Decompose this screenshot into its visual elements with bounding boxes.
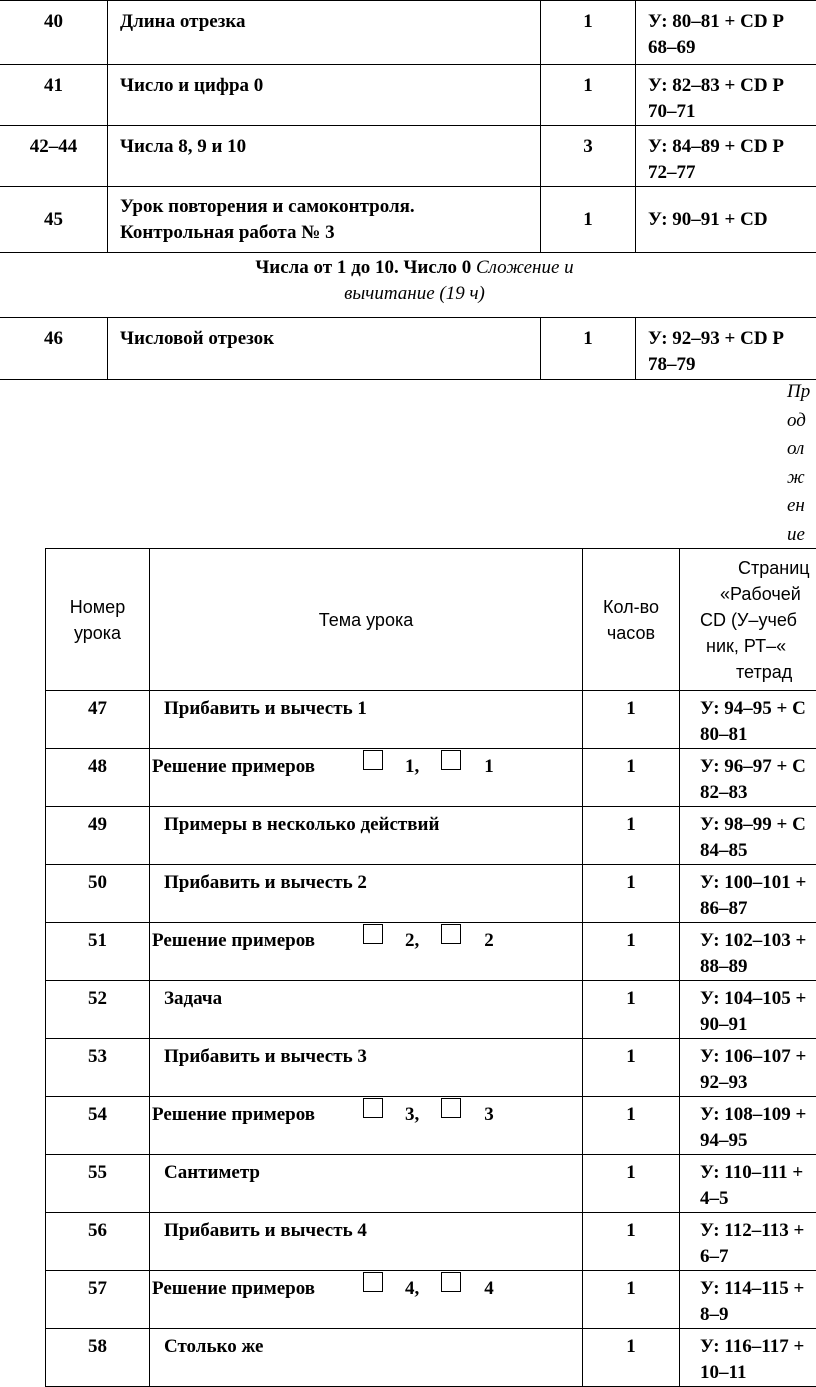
table-row [46, 749, 816, 807]
pages-line: У: 98–99 + С [700, 814, 806, 835]
lesson-number: 46 [0, 318, 108, 380]
continuation-fragment: ие [787, 521, 816, 550]
lesson-topic: Числа 8, 9 и 10 [108, 126, 541, 187]
header-lesson-number [46, 549, 150, 691]
continuation-fragment: Пр [787, 378, 816, 407]
pages-line: У: 110–111 + [700, 1162, 803, 1183]
lesson-topic: Прибавить и вычесть 2 [150, 865, 583, 923]
lesson-topic [150, 923, 583, 981]
lesson-pages [680, 807, 816, 865]
pages-line: У: 116–117 + [700, 1336, 804, 1357]
lesson-hours: 1 [541, 318, 636, 380]
lesson-hours: 1 [583, 981, 680, 1039]
pages-line: 72–77 [648, 162, 696, 183]
table-row [46, 1271, 816, 1329]
table-row [0, 126, 816, 187]
table-row [46, 865, 816, 923]
lesson-topic [150, 749, 583, 807]
header-line: Кол-во [603, 597, 659, 617]
pages-line: 70–71 [648, 101, 696, 122]
lesson-topic [108, 187, 541, 253]
header-line: тетрад [700, 659, 816, 685]
lesson-number: 58 [46, 1329, 150, 1387]
pages-line: 78–79 [648, 354, 696, 375]
lesson-number: 56 [46, 1213, 150, 1271]
pages-line: 10–11 [700, 1362, 746, 1383]
table-row [0, 65, 816, 126]
topic-operand: 2, [405, 930, 419, 951]
lesson-number: 42–44 [0, 126, 108, 187]
header-line: урока [74, 623, 121, 643]
pages-line: У: 104–105 + [700, 988, 806, 1009]
lesson-hours: 1 [541, 65, 636, 126]
pages-line: 94–95 [700, 1130, 748, 1151]
pages-line: 6–7 [700, 1246, 729, 1267]
lesson-topic: Прибавить и вычесть 4 [150, 1213, 583, 1271]
blank-box-icon [441, 1272, 461, 1292]
lesson-topic [150, 1097, 583, 1155]
pages-line: У: 112–113 + [700, 1220, 804, 1241]
table-row [46, 1097, 816, 1155]
pages-line: 8–9 [700, 1304, 729, 1325]
header-lesson-topic: Тема урока [150, 549, 583, 691]
blank-box-icon [363, 750, 383, 770]
lesson-hours: 1 [583, 691, 680, 749]
lesson-pages [636, 318, 816, 380]
lesson-hours: 1 [541, 187, 636, 253]
topic-operand: 3, [405, 1104, 419, 1125]
header-line: часов [607, 623, 655, 643]
lesson-number: 48 [46, 749, 150, 807]
lesson-number: 51 [46, 923, 150, 981]
topic-text: Решение примеров [152, 756, 315, 777]
blank-box-icon [363, 924, 383, 944]
lesson-number: 41 [0, 65, 108, 126]
pages-line: У: 80–81 + CD Р [648, 11, 784, 32]
blank-box-icon [363, 1098, 383, 1118]
lesson-pages [680, 691, 816, 749]
lesson-pages [680, 923, 816, 981]
continuation-fragment: ж [787, 464, 816, 493]
pages-line: У: 96–97 + С [700, 756, 806, 777]
section-subtitle: Сложение и [476, 257, 574, 278]
pages-line: У: 114–115 + [700, 1278, 804, 1299]
pages-line: 68–69 [648, 37, 696, 58]
pages-line: У: 100–101 + [700, 872, 806, 893]
lesson-pages [680, 749, 816, 807]
continuation-fragment: ол [787, 435, 816, 464]
pages-line: У: 84–89 + CD Р [648, 136, 784, 157]
lesson-number: 52 [46, 981, 150, 1039]
table-row [46, 923, 816, 981]
lesson-hours: 1 [583, 1213, 680, 1271]
lesson-hours: 1 [541, 1, 636, 65]
lesson-topic: Сантиметр [150, 1155, 583, 1213]
topic-text: Решение примеров [152, 930, 315, 951]
section-heading [0, 253, 816, 318]
blank-box-icon [441, 924, 461, 944]
lesson-topic: Задача [150, 981, 583, 1039]
header-line: ник, РТ–« [700, 633, 816, 659]
table-row [46, 1039, 816, 1097]
topic-operand: 3 [484, 1104, 494, 1125]
pages-line: 90–91 [700, 1014, 748, 1035]
lesson-topic: Число и цифра 0 [108, 65, 541, 126]
section-title: Числа от 1 до 10. Число 0 [255, 257, 471, 278]
header-line: CD (У–учеб [700, 607, 816, 633]
section-row [0, 253, 816, 318]
lesson-topic: Столько же [150, 1329, 583, 1387]
topic-operand: 4, [405, 1278, 419, 1299]
pages-line: 82–83 [700, 782, 748, 803]
lesson-hours: 1 [583, 1097, 680, 1155]
topic-text: Решение примеров [152, 1278, 315, 1299]
pages-line: У: 94–95 + С [700, 698, 806, 719]
header-line: «Рабочей [700, 581, 816, 607]
table-row [46, 1155, 816, 1213]
table-row [46, 1329, 816, 1387]
lesson-number: 57 [46, 1271, 150, 1329]
lesson-number: 54 [46, 1097, 150, 1155]
lesson-pages [680, 1271, 816, 1329]
continuation-note [787, 378, 816, 549]
header-line: Страниц [700, 555, 816, 581]
table-row [0, 187, 816, 253]
continuation-fragment: ен [787, 492, 816, 521]
pages-line: 4–5 [700, 1188, 729, 1209]
topic-line: Контрольная работа № 3 [120, 222, 335, 243]
pages-line: 86–87 [700, 898, 748, 919]
lesson-hours: 1 [583, 1155, 680, 1213]
lesson-plan-table-lower [45, 548, 816, 1387]
table-row [46, 981, 816, 1039]
blank-box-icon [441, 750, 461, 770]
lesson-pages [680, 1155, 816, 1213]
lesson-number: 50 [46, 865, 150, 923]
lesson-hours: 3 [541, 126, 636, 187]
pages-line: У: 82–83 + CD Р [648, 75, 784, 96]
pages-line: У: 106–107 + [700, 1046, 806, 1067]
lesson-topic: Прибавить и вычесть 3 [150, 1039, 583, 1097]
lesson-number: 53 [46, 1039, 150, 1097]
lesson-pages [680, 1097, 816, 1155]
lesson-pages [680, 1213, 816, 1271]
topic-operand: 4 [484, 1278, 494, 1299]
table-row [46, 807, 816, 865]
lesson-topic: Прибавить и вычесть 1 [150, 691, 583, 749]
lesson-number: 47 [46, 691, 150, 749]
lesson-hours: 1 [583, 1039, 680, 1097]
topic-operand: 2 [484, 930, 494, 951]
lesson-topic: Примеры в несколько действий [150, 807, 583, 865]
pages-line: У: 108–109 + [700, 1104, 806, 1125]
pages-line: У: 92–93 + CD Р [648, 328, 784, 349]
topic-text: Решение примеров [152, 1104, 315, 1125]
pages-line: 84–85 [700, 840, 748, 861]
lesson-topic: Длина отрезка [108, 1, 541, 65]
table-header-row [46, 549, 816, 691]
table-row [46, 691, 816, 749]
table-row [0, 1, 816, 65]
pages-line: У: 102–103 + [700, 930, 806, 951]
lesson-number: 49 [46, 807, 150, 865]
blank-box-icon [441, 1098, 461, 1118]
lesson-plan-table-upper [0, 0, 816, 380]
pages-line: 88–89 [700, 956, 748, 977]
lesson-pages [636, 65, 816, 126]
lesson-pages [680, 1039, 816, 1097]
lesson-number: 55 [46, 1155, 150, 1213]
lesson-hours: 1 [583, 807, 680, 865]
lesson-topic [150, 1271, 583, 1329]
lesson-pages [680, 1329, 816, 1387]
topic-line: Урок повторения и самоконтроля. [120, 196, 415, 217]
lesson-hours: 1 [583, 749, 680, 807]
lesson-pages [680, 981, 816, 1039]
header-pages [680, 549, 816, 691]
lesson-pages [636, 1, 816, 65]
lesson-hours: 1 [583, 865, 680, 923]
header-line: Номер [70, 597, 125, 617]
table-row [46, 1213, 816, 1271]
section-subtitle: вычитание (19 ч) [344, 283, 485, 304]
blank-box-icon [363, 1272, 383, 1292]
lesson-pages [636, 126, 816, 187]
pages-line: 80–81 [700, 724, 748, 745]
header-hours [583, 549, 680, 691]
lesson-hours: 1 [583, 1329, 680, 1387]
continuation-fragment: од [787, 407, 816, 436]
lesson-pages: У: 90–91 + CD [636, 187, 816, 253]
topic-operand: 1, [405, 756, 419, 777]
pages-line: 92–93 [700, 1072, 748, 1093]
lesson-number: 45 [0, 187, 108, 253]
lesson-hours: 1 [583, 923, 680, 981]
lesson-pages [680, 865, 816, 923]
lesson-topic: Числовой отрезок [108, 318, 541, 380]
table-row [0, 318, 816, 380]
topic-operand: 1 [484, 756, 494, 777]
lesson-number: 40 [0, 1, 108, 65]
lesson-hours: 1 [583, 1271, 680, 1329]
